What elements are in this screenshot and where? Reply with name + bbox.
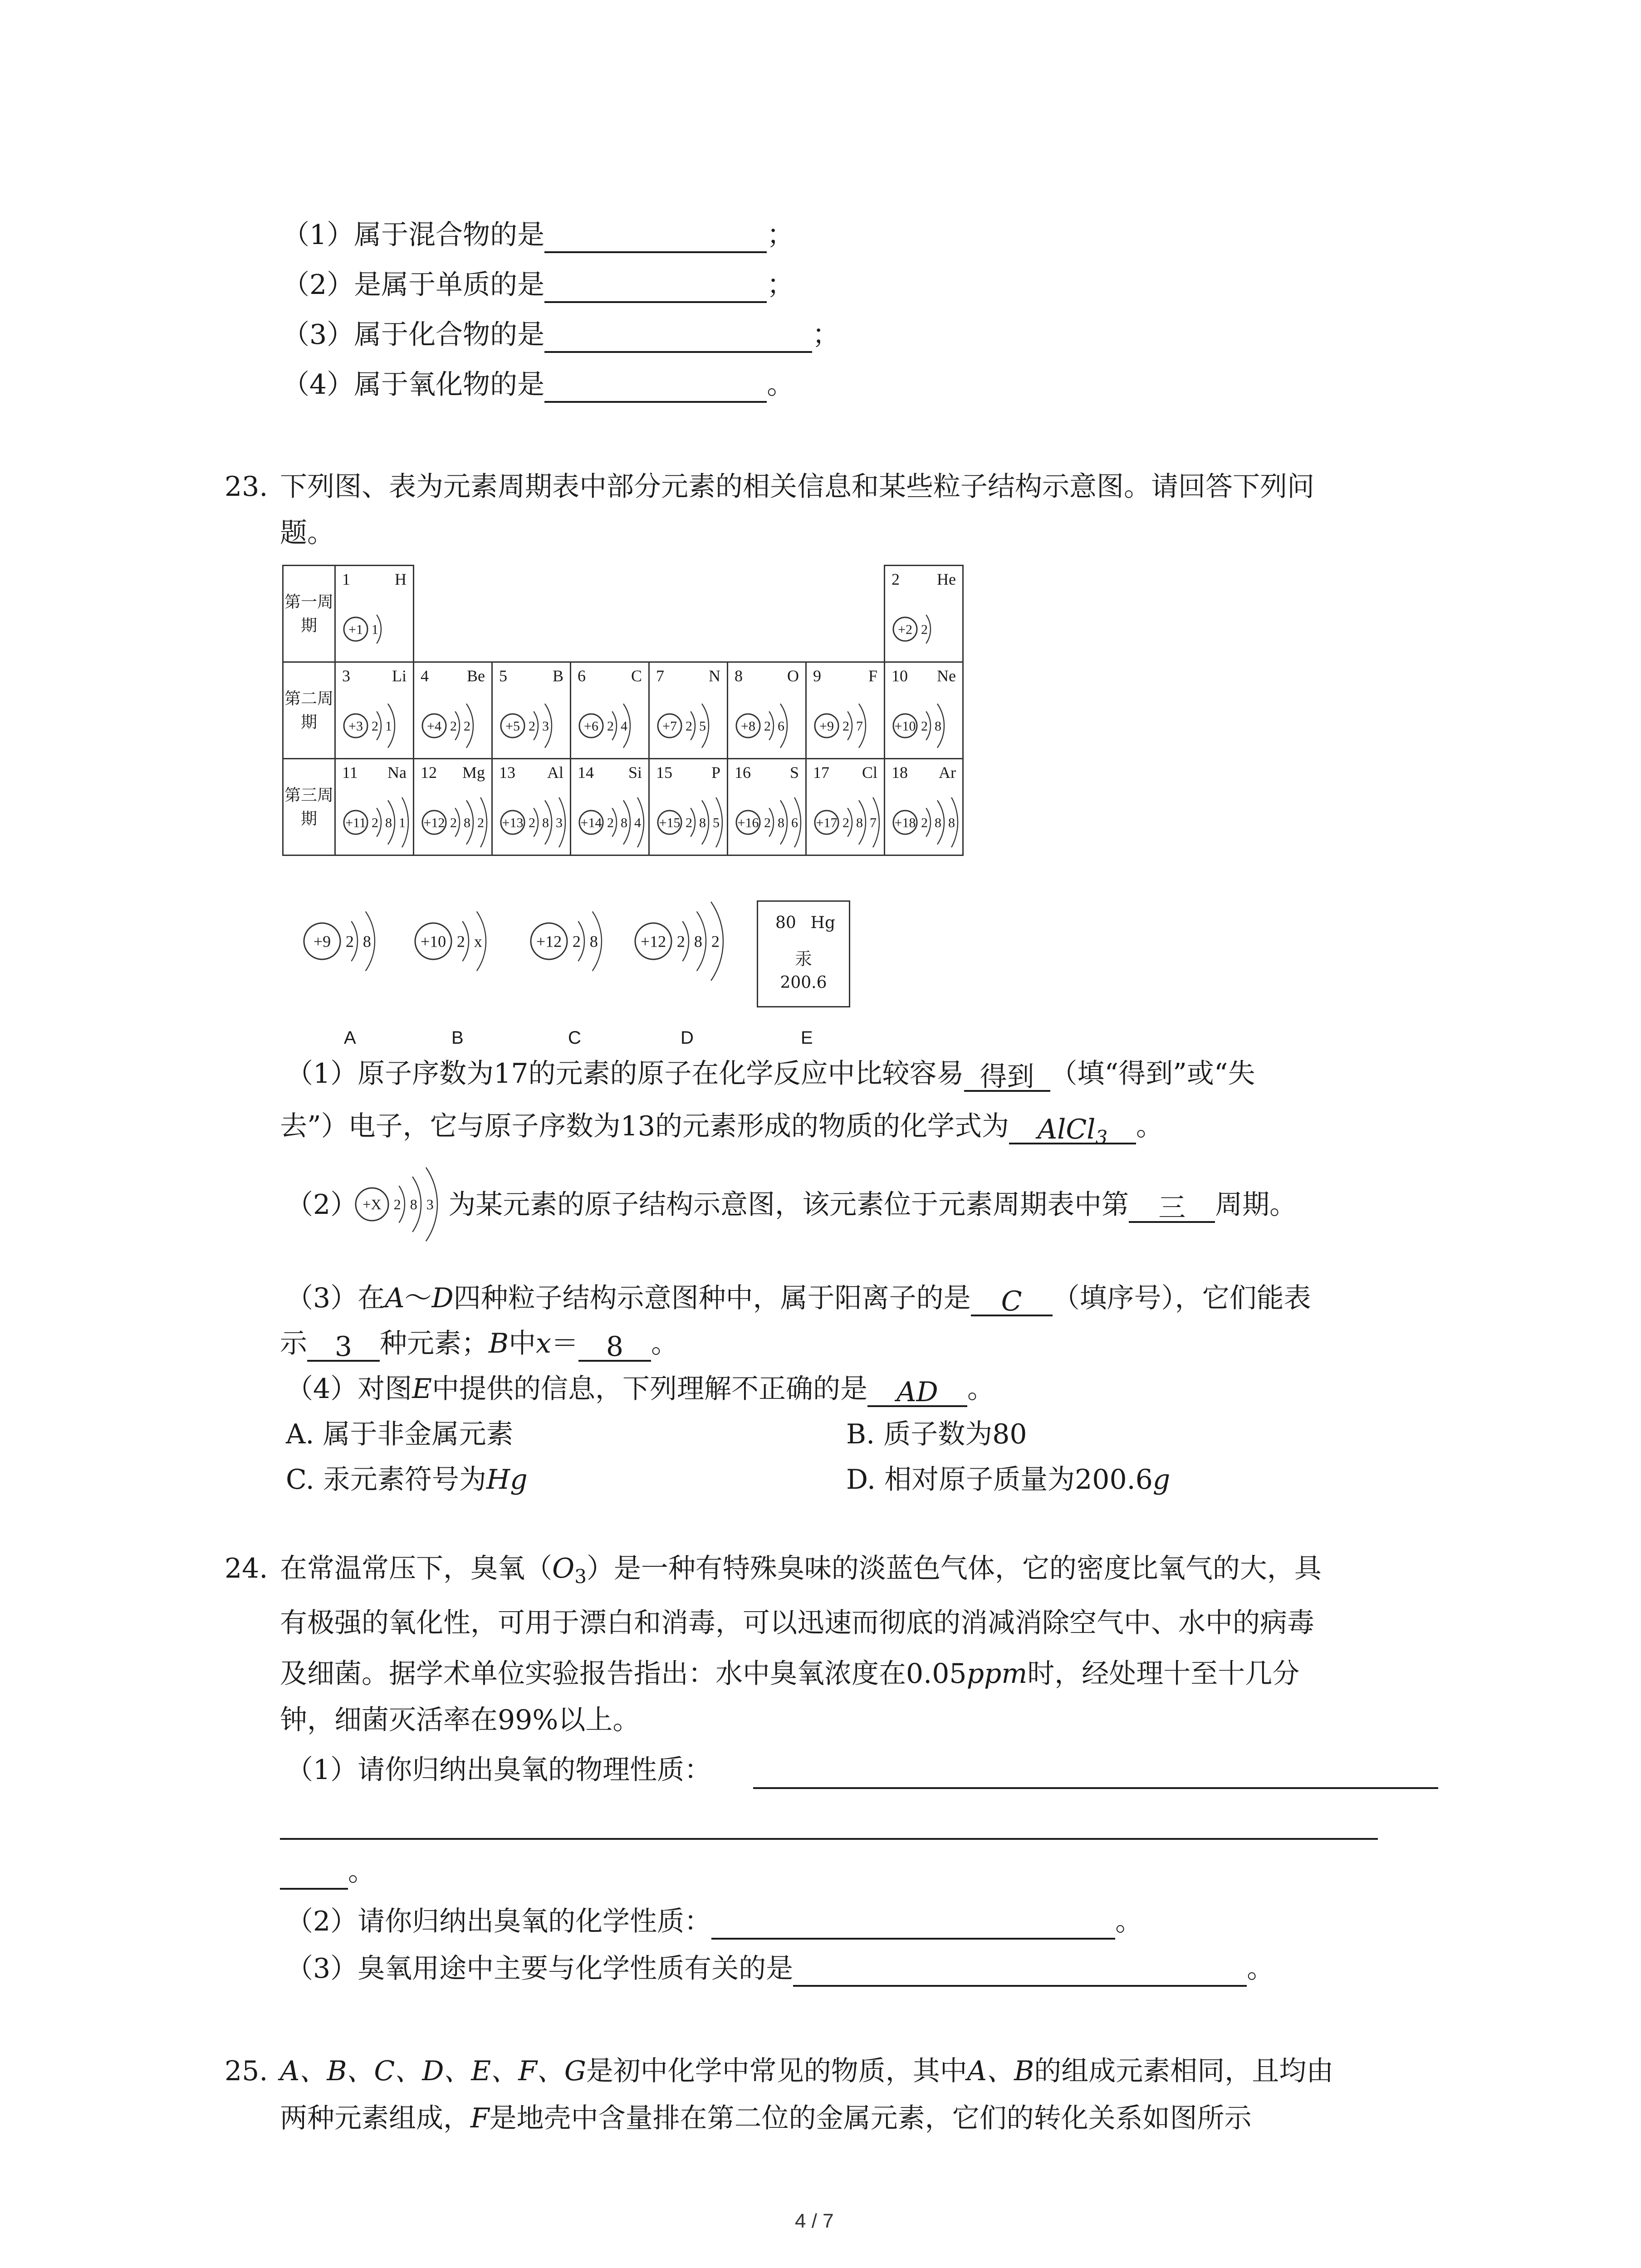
element-symbol: B xyxy=(552,667,563,685)
atom-structure-diagram xyxy=(888,604,960,654)
element-symbol: Al xyxy=(547,763,563,782)
element-cell xyxy=(885,759,963,855)
element-cell xyxy=(335,662,414,759)
element-cell xyxy=(649,759,728,855)
shell-electron-count: 6 xyxy=(791,815,798,831)
atomic-number: 5 xyxy=(499,667,507,685)
atom-structure-diagram xyxy=(652,701,725,751)
q23-stem-line1: 下列图、表为元素周期表中部分元素的相关信息和某些粒子结构示意图。请回答下列问 xyxy=(280,471,1314,503)
atom-structure-diagram xyxy=(338,701,411,751)
element-symbol: H xyxy=(395,570,407,588)
q24-line2: 有极强的氧化性，可用于漂白和消毒，可以迅速而彻底的消减消除空气中、水中的病毒 xyxy=(280,1607,1314,1639)
answer-line[interactable] xyxy=(753,1787,1438,1789)
element-e-name: 汞 xyxy=(794,949,812,969)
caption-b: B xyxy=(451,1028,464,1048)
nuclear-charge: +4 xyxy=(427,719,441,734)
q24-part1: （1）请你归纳出臭氧的物理性质： xyxy=(286,1754,712,1786)
element-cell xyxy=(414,662,492,759)
shell-electron-count: 3 xyxy=(542,719,549,734)
nuclear-charge: +17 xyxy=(816,815,838,831)
atomic-number: 4 xyxy=(421,667,429,685)
nuclear-charge: +18 xyxy=(894,815,916,831)
answer-blank[interactable] xyxy=(544,222,767,253)
q22-item-2: （2）是属于单质的是 ； xyxy=(282,267,794,303)
element-symbol: Cl xyxy=(862,763,877,782)
atomic-number: 17 xyxy=(813,763,829,782)
shell-electron-count: 8 xyxy=(362,932,371,951)
shell-electron-count: 2 xyxy=(843,815,849,831)
element-cell xyxy=(728,759,806,855)
answer-blank[interactable]: AD xyxy=(867,1376,967,1407)
element-cell xyxy=(571,662,649,759)
atomic-number: 13 xyxy=(499,763,515,782)
element-cell xyxy=(649,662,728,759)
element-symbol: S xyxy=(789,763,799,782)
q25-line2: 两种元素组成，F是地壳中含量排在第二位的金属元素，它们的转化关系如图所示 xyxy=(280,2102,1252,2134)
q24-line4: 钟，细菌灭活率在99%以上。 xyxy=(280,1704,640,1736)
element-cell xyxy=(806,759,885,855)
atomic-number: 10 xyxy=(892,667,908,685)
shell-electron-count: 8 xyxy=(589,932,598,951)
atomic-number: 9 xyxy=(813,667,821,685)
answer-blank[interactable] xyxy=(544,372,767,403)
element-symbol: Mg xyxy=(462,763,485,782)
shell-electron-count: 1 xyxy=(385,719,392,734)
element-symbol: Ne xyxy=(937,667,956,685)
answer-blank[interactable]: 8 xyxy=(578,1331,651,1362)
q23-number: 23. xyxy=(225,471,268,503)
atom-structure-diagram xyxy=(574,797,647,847)
shell-electron-count: 2 xyxy=(477,815,484,831)
nuclear-charge: +10 xyxy=(894,719,916,734)
shell-electron-count: 2 xyxy=(764,815,771,831)
element-e-card xyxy=(757,900,850,1007)
element-cell xyxy=(492,759,571,855)
answer-blank[interactable]: 三 xyxy=(1129,1192,1215,1223)
shell-electron-count: 2 xyxy=(921,622,928,637)
shell-electron-count: 7 xyxy=(856,719,863,734)
atom-structure-diagram xyxy=(731,701,803,751)
nuclear-charge: +3 xyxy=(348,719,363,734)
element-cell xyxy=(885,566,963,662)
element-symbol: Ar xyxy=(939,763,956,782)
q23-part1-line1: （1）原子序数为17的元素的原子在化学反应中比较容易 得到 （填“得到”或“失 xyxy=(286,1058,1255,1093)
atom-structure-diagram xyxy=(888,701,960,751)
element-e-symbol: Hg xyxy=(810,914,835,932)
shell-electron-count: 2 xyxy=(843,719,849,734)
element-symbol: He xyxy=(937,570,956,588)
atom-structure-diagram xyxy=(338,797,411,847)
shell-electron-count: 3 xyxy=(556,815,563,831)
nuclear-charge: +5 xyxy=(505,719,520,734)
nuclear-charge: +8 xyxy=(741,719,755,734)
atom-structure-diagram xyxy=(809,701,882,751)
shell-electron-count: 2 xyxy=(345,932,354,951)
shell-electron-count: 1 xyxy=(399,815,406,831)
shell-electron-count: 2 xyxy=(921,719,928,734)
shell-electron-count: 7 xyxy=(870,815,877,831)
shell-electron-count: 2 xyxy=(529,815,535,831)
shell-electron-count: 1 xyxy=(372,622,378,637)
shell-electron-count: 2 xyxy=(393,1196,401,1213)
q23-part3-line1: （3）在A～D四种粒子结构示意图种中，属于阳离子的是 C （填序号），它们能表 xyxy=(286,1282,1311,1317)
atom-structure-diagram xyxy=(417,797,490,847)
element-cell xyxy=(335,566,414,662)
shell-electron-count: 2 xyxy=(921,815,928,831)
q22-item-1: （1）属于混合物的是 ； xyxy=(282,217,794,253)
atomic-number: 7 xyxy=(656,667,664,685)
atom-structure-diagram xyxy=(495,701,568,751)
caption-d: D xyxy=(681,1028,694,1048)
answer-blank[interactable] xyxy=(280,1859,348,1890)
shell-electron-count: 8 xyxy=(856,815,863,831)
element-symbol: Na xyxy=(387,763,407,782)
nuclear-charge: +11 xyxy=(345,815,366,831)
element-cell xyxy=(885,662,963,759)
element-cell xyxy=(728,662,806,759)
nuclear-charge: +10 xyxy=(420,932,446,951)
shell-electron-count: 4 xyxy=(621,719,627,734)
shell-electron-count: 8 xyxy=(935,815,941,831)
element-cell xyxy=(806,662,885,759)
answer-blank[interactable]: AlCl$_3$ xyxy=(1009,1114,1136,1144)
atom-structure-diagram xyxy=(809,797,882,847)
element-symbol: N xyxy=(709,667,720,685)
period-row-2 xyxy=(283,662,963,759)
period-row-3 xyxy=(283,759,963,855)
shell-electron-count: 8 xyxy=(935,719,941,734)
q24-part2: （2）请你归纳出臭氧的化学性质： 。 xyxy=(286,1903,1142,1940)
shell-electron-count: 4 xyxy=(634,815,641,831)
shell-electron-count: 8 xyxy=(410,1196,417,1213)
nuclear-charge: +1 xyxy=(348,622,363,637)
nuclear-charge: +13 xyxy=(502,815,524,831)
atom-structure-diagram xyxy=(338,604,411,654)
atomic-number: 2 xyxy=(892,570,900,588)
nuclear-charge: +12 xyxy=(536,932,562,951)
atom-structure-diagram xyxy=(417,701,490,751)
shell-electron-count: 3 xyxy=(426,1196,434,1213)
particle-diagram-d xyxy=(622,882,767,1000)
shell-electron-count: 2 xyxy=(372,815,378,831)
atomic-number: 1 xyxy=(342,570,350,588)
answer-line[interactable] xyxy=(280,1838,1378,1840)
nuclear-charge: +X xyxy=(362,1196,382,1213)
period-label: 第三周期 xyxy=(283,759,335,855)
element-cell xyxy=(492,662,571,759)
atomic-number: 8 xyxy=(735,667,743,685)
page-number: 4 / 7 xyxy=(795,2210,834,2232)
atomic-number: 16 xyxy=(735,763,751,782)
nuclear-charge: +2 xyxy=(898,622,912,637)
shell-electron-count: 8 xyxy=(464,815,470,831)
shell-electron-count: 2 xyxy=(607,815,614,831)
atomic-number: 15 xyxy=(656,763,672,782)
shell-electron-count: 2 xyxy=(607,719,614,734)
answer-blank[interactable]: 3 xyxy=(307,1331,380,1362)
atom-structure-diagram xyxy=(731,797,803,847)
nuclear-charge: +7 xyxy=(662,719,677,734)
answer-blank[interactable] xyxy=(544,272,767,303)
shell-electron-count: x xyxy=(474,932,482,951)
caption-c: C xyxy=(568,1028,581,1048)
shell-electron-count: 2 xyxy=(676,932,685,951)
shell-electron-count: 8 xyxy=(948,815,955,831)
atomic-number: 11 xyxy=(342,763,358,782)
q24-line1: 在常温常压下，臭氧$(O_3)$是一种有特殊臭味的淡蓝色气体，它的密度比氧气的大，具 xyxy=(280,1553,1322,1588)
period-row-1 xyxy=(283,566,963,662)
shell-electron-count: 8 xyxy=(778,815,784,831)
element-symbol: F xyxy=(868,667,877,685)
nuclear-charge: +16 xyxy=(737,815,759,831)
answer-blank[interactable] xyxy=(711,1909,1115,1940)
q24-part1-end: 。 xyxy=(280,1853,375,1890)
nuclear-charge: +12 xyxy=(423,815,445,831)
element-cell xyxy=(335,759,414,855)
option-b[interactable]: B. 质子数为80 xyxy=(846,1418,1027,1450)
shell-electron-count: 8 xyxy=(385,815,392,831)
caption-e: E xyxy=(801,1028,813,1048)
q22-item-4: （4）属于氧化物的是 。 xyxy=(282,367,794,403)
element-symbol: O xyxy=(787,667,799,685)
period-label: 第二周期 xyxy=(283,662,335,759)
atomic-number: 12 xyxy=(421,763,437,782)
q23-part2: （2） 为某元素的原子结构示意图，该元素位于元素周期表中第 三 周期。 xyxy=(286,1189,1297,1224)
atom-structure-diagram xyxy=(652,797,725,847)
q24-number: 24. xyxy=(225,1553,268,1584)
nuclear-charge: +15 xyxy=(659,815,681,831)
atomic-number: 6 xyxy=(578,667,586,685)
element-symbol: Si xyxy=(628,763,642,782)
element-cell xyxy=(571,759,649,855)
element-e-mass: 200.6 xyxy=(780,973,827,992)
shell-electron-count: 2 xyxy=(686,815,692,831)
element-symbol: Li xyxy=(392,667,407,685)
atomic-number: 14 xyxy=(578,763,594,782)
nuclear-charge: +14 xyxy=(580,815,602,831)
shell-electron-count: 8 xyxy=(542,815,549,831)
shell-electron-count: 2 xyxy=(456,932,465,951)
q23-part3-line2: 示 3 种元素；B中x＝ 8 。 xyxy=(280,1328,678,1363)
nuclear-charge: +9 xyxy=(313,932,331,951)
answer-blank[interactable]: C xyxy=(971,1286,1053,1316)
q25-number: 25. xyxy=(225,2055,268,2087)
shell-electron-count: 5 xyxy=(713,815,720,831)
element-symbol: P xyxy=(711,763,720,782)
nuclear-charge: +12 xyxy=(640,932,666,951)
atom-structure-diagram xyxy=(574,701,647,751)
option-a[interactable]: A. 属于非金属元素 xyxy=(286,1418,514,1450)
atom-structure-diagram xyxy=(888,797,960,847)
answer-blank[interactable] xyxy=(544,322,812,353)
shell-electron-count: 2 xyxy=(764,719,771,734)
shell-electron-count: 2 xyxy=(450,815,457,831)
element-symbol: C xyxy=(631,667,642,685)
element-symbol: Be xyxy=(467,667,485,685)
q25-line1: A、B、C、D、E、F、G是初中化学中常见的物质，其中A、B的组成元素相同，且均由 xyxy=(280,2055,1334,2087)
shell-electron-count: 2 xyxy=(572,932,581,951)
table-gap xyxy=(414,566,885,662)
option-c[interactable]: C. 汞元素符号为Hg xyxy=(286,1464,528,1496)
shell-electron-count: 2 xyxy=(529,719,535,734)
periodic-table xyxy=(282,565,964,856)
shell-electron-count: 8 xyxy=(699,815,706,831)
shell-electron-count: 2 xyxy=(711,932,720,951)
caption-a: A xyxy=(344,1028,356,1048)
nuclear-charge: +6 xyxy=(584,719,598,734)
answer-blank[interactable] xyxy=(793,1956,1247,1987)
element-cell xyxy=(414,759,492,855)
atomic-number: 18 xyxy=(892,763,908,782)
shell-electron-count: 5 xyxy=(699,719,706,734)
q23-part4: （4）对图E中提供的信息，下列理解不正确的是 AD 。 xyxy=(286,1373,994,1408)
inline-atom-diagram xyxy=(345,1150,463,1254)
period-label: 第一周期 xyxy=(283,566,335,662)
q22-item-3: （3）属于化合物的是 ； xyxy=(282,317,839,353)
shell-electron-count: 2 xyxy=(464,719,470,734)
q23-part1-line2: 去”）电子，它与原子序数为13的元素形成的物质的化学式为 AlCl$_3$ 。 xyxy=(280,1110,1164,1149)
nuclear-charge: +9 xyxy=(819,719,834,734)
answer-blank[interactable]: 得到 xyxy=(964,1061,1050,1092)
q24-part3: （3）臭氧用途中主要与化学性质有关的是 。 xyxy=(286,1950,1274,1987)
shell-electron-count: 2 xyxy=(372,719,378,734)
shell-electron-count: 6 xyxy=(778,719,784,734)
q24-line3: 及细菌。据学术单位实验报告指出：水中臭氧浓度在0.05ppm时，经处理十至十几分 xyxy=(280,1658,1300,1690)
shell-electron-count: 2 xyxy=(686,719,692,734)
shell-electron-count: 8 xyxy=(694,932,702,951)
atom-structure-diagram xyxy=(495,797,568,847)
option-d[interactable]: D. 相对原子质量为200.6g xyxy=(846,1464,1171,1496)
shell-electron-count: 8 xyxy=(621,815,627,831)
atomic-number: 3 xyxy=(342,667,350,685)
element-e-number: 80 xyxy=(775,914,796,932)
shell-electron-count: 2 xyxy=(450,719,457,734)
q23-stem-line2: 题。 xyxy=(280,517,334,549)
